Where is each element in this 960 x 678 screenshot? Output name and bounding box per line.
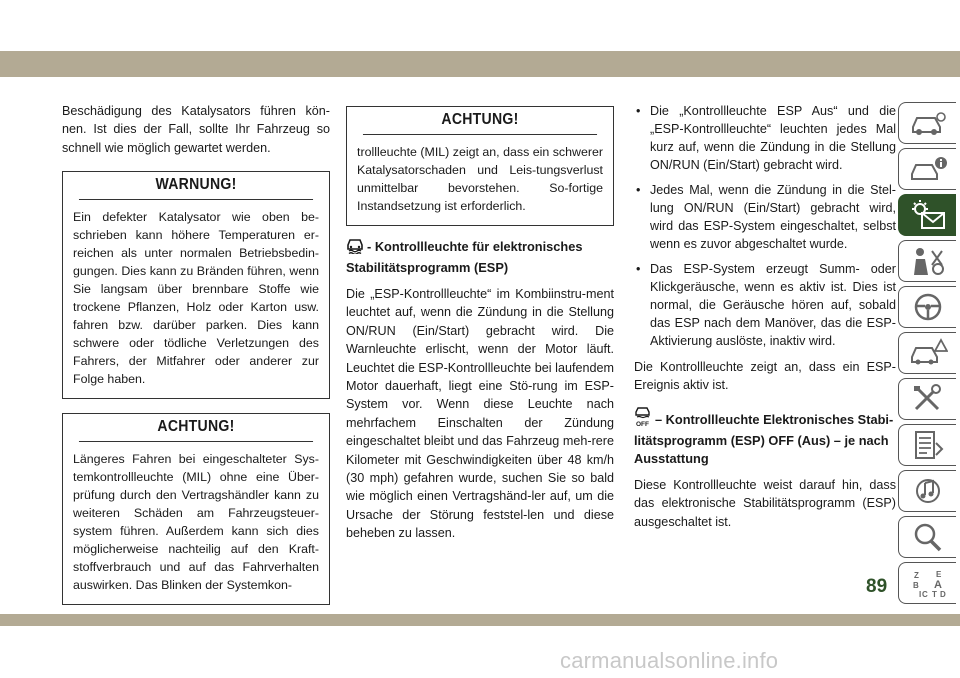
caution-text: Längeres Fahren bei eingeschalteter Sys-temkontrollleuchte (MIL) ohne eine Über-prüfung durch den Vertragshändler kann zu weiteren Schäden am Fahrzeugsteuer-system führen. Außerdem kann sich dies möglicherweise nachteilig auf den Kraft-stoffverbrauch und auf das Fahrverhalten auswirken. Das Blinken der Systemkon- — [73, 452, 319, 593]
column-right — [634, 102, 896, 539]
warning-text: Ein defekter Katalysator wie oben be-schrieben kann höhere Temperaturen er-reichen als unter normalen Betriebsbedin-gungen. Dies kann zu Bränden führen, wenn Sie langsam über brennbare Stoffe wie trockene Pflanzen, Holz oder Karton usw. fahren bzw. darüber parken. Dies kann schwere oder tödliche Verletzungen des Fahrers, der Mitfahrer oder anderer zur Folge haben. — [73, 210, 319, 387]
esp-body: Die „ESP-Kontrollleuchte“ im Kombiinstru-ment leuchtet auf, wenn die Zündung in die Stellung ON/RUN (Ein/Start) gebracht wird. Die Warnleuchte erlischt, wenn der Motor läuft. Leuchtet die ESP-Kontrollleuchte bei laufendem Motor dauerhaft, liegt eine Stö-rung im ESP-System vor. Wenn diese Leuchte nach mehrfachem Einschalten der Zündung eingeschaltet bleibt und das Fahrzeug meh-rere Kilometer mit Geschwindigkeiten über 48 km/h (30 mph) gefahren wurde, suchen Sie so bald wie möglich einen Vertragshänd-ler auf, um die Ursache der Störung feststel-len und diese beheben zu lassen. — [346, 287, 614, 541]
list-item: • Jedes Mal, wenn die Zündung in die Stel-lung ON/RUN (Ein/Start) gebracht wird, wird das ESP-System eingeschaltet, selbst wenn es zuvor abgeschaltet wurde. — [634, 181, 896, 253]
car-icon — [908, 107, 948, 139]
tab-car-exterior[interactable] — [898, 102, 956, 144]
tab-specs[interactable] — [898, 424, 956, 466]
index-letter: C — [921, 590, 928, 599]
esp-off-heading-text: – Kontrollleuchte Elektronisches Stabi-litätsprogramm (ESP) OFF (Aus) – je nach Ausstattung — [634, 411, 894, 466]
tab-emergency[interactable] — [898, 332, 956, 374]
esp-heading-text: - Kontrollleuchte für elektronisches Stabilitätsprogramm (ESP) — [346, 239, 583, 275]
warning-box — [62, 171, 330, 399]
esp-off-label: OFF — [636, 420, 649, 427]
caution-box — [62, 413, 330, 605]
page-number: 89 — [866, 576, 888, 597]
esp-off-heading — [634, 407, 896, 468]
tab-warning-lights[interactable] — [898, 194, 956, 236]
tab-customer[interactable] — [898, 516, 956, 558]
esp-heading — [346, 238, 614, 277]
specs-list-icon — [908, 429, 948, 461]
index-letter: B — [912, 581, 919, 590]
index-az-icon — [908, 567, 948, 599]
index-letter: Z — [913, 571, 919, 580]
index-letter: D — [939, 590, 946, 599]
list-item: • Die „Kontrollleuchte ESP Aus“ und die „ESP-Kontrollleuchte“ leuchten jedes Mal kurz auf, wenn die Zündung in die Stellung ON/RUN (Ein/Start) gebracht wird. — [634, 102, 896, 174]
seatbelt-airbag-icon — [908, 245, 948, 277]
caution-title: ACHTUNG! — [79, 414, 313, 442]
esp-event-paragraph: Die Kontrollleuchte zeigt an, dass ein ESP-Ereignis aktiv ist. — [634, 360, 896, 393]
tab-multimedia[interactable] — [898, 470, 956, 512]
tab-driving[interactable] — [898, 286, 956, 328]
watermark: carmanualsonline.info — [560, 648, 779, 673]
tab-car-info[interactable] — [898, 148, 956, 190]
warning-title: WARNUNG! — [79, 172, 313, 200]
warning-light-icon — [908, 199, 948, 231]
tab-safety[interactable] — [898, 240, 956, 282]
index-letter: E — [935, 570, 941, 579]
tools-icon — [908, 383, 948, 415]
car-hazard-icon — [908, 337, 948, 369]
header-band — [0, 51, 960, 77]
multimedia-icon — [908, 475, 948, 507]
index-letter: T — [931, 590, 937, 599]
index-letter: A — [933, 579, 942, 591]
caution-text-continued: trollleuchte (MIL) zeigt an, dass ein schwerer Katalysatorschaden und Leis-tungsverlust unmittelbar bevorstehen. So-fortige Instandsetzung ist erforderlich. — [357, 145, 603, 213]
column-middle — [346, 102, 614, 551]
esp-off-body: Diese Kontrollleuchte weist darauf hin, dass das elektronische Stabilitätsprogramm (ESP) ausgeschaltet ist. — [634, 477, 896, 529]
index-letter: I — [918, 590, 921, 599]
caution-box-continued — [346, 106, 614, 226]
steering-wheel-icon — [908, 291, 948, 323]
tab-index[interactable] — [898, 562, 956, 604]
car-info-icon — [908, 153, 948, 185]
caution-title-continued: ACHTUNG! — [363, 107, 597, 135]
tab-maintenance[interactable] — [898, 378, 956, 420]
esp-car-skid-icon — [346, 238, 364, 259]
chapter-tabs — [898, 102, 960, 608]
esp-off-icon — [634, 407, 652, 432]
list-item: • Das ESP-System erzeugt Summ- oder Klickgeräusche, wenn es aktiv ist. Dies ist normal, die Geräusche hören auf, sobald das ESP nach dem Manöver, das die ESP-Aktivierung auslöste, inaktiv wird. — [634, 260, 896, 350]
intro-paragraph: Beschädigung des Katalysators führen kön-nen. Ist dies der Fall, sollte Ihr Fahrzeug so schnell wie möglich gewartet werden. — [62, 104, 330, 155]
column-left — [62, 102, 330, 617]
esp-bullet-list — [634, 102, 896, 350]
magnifier-icon — [908, 521, 948, 553]
